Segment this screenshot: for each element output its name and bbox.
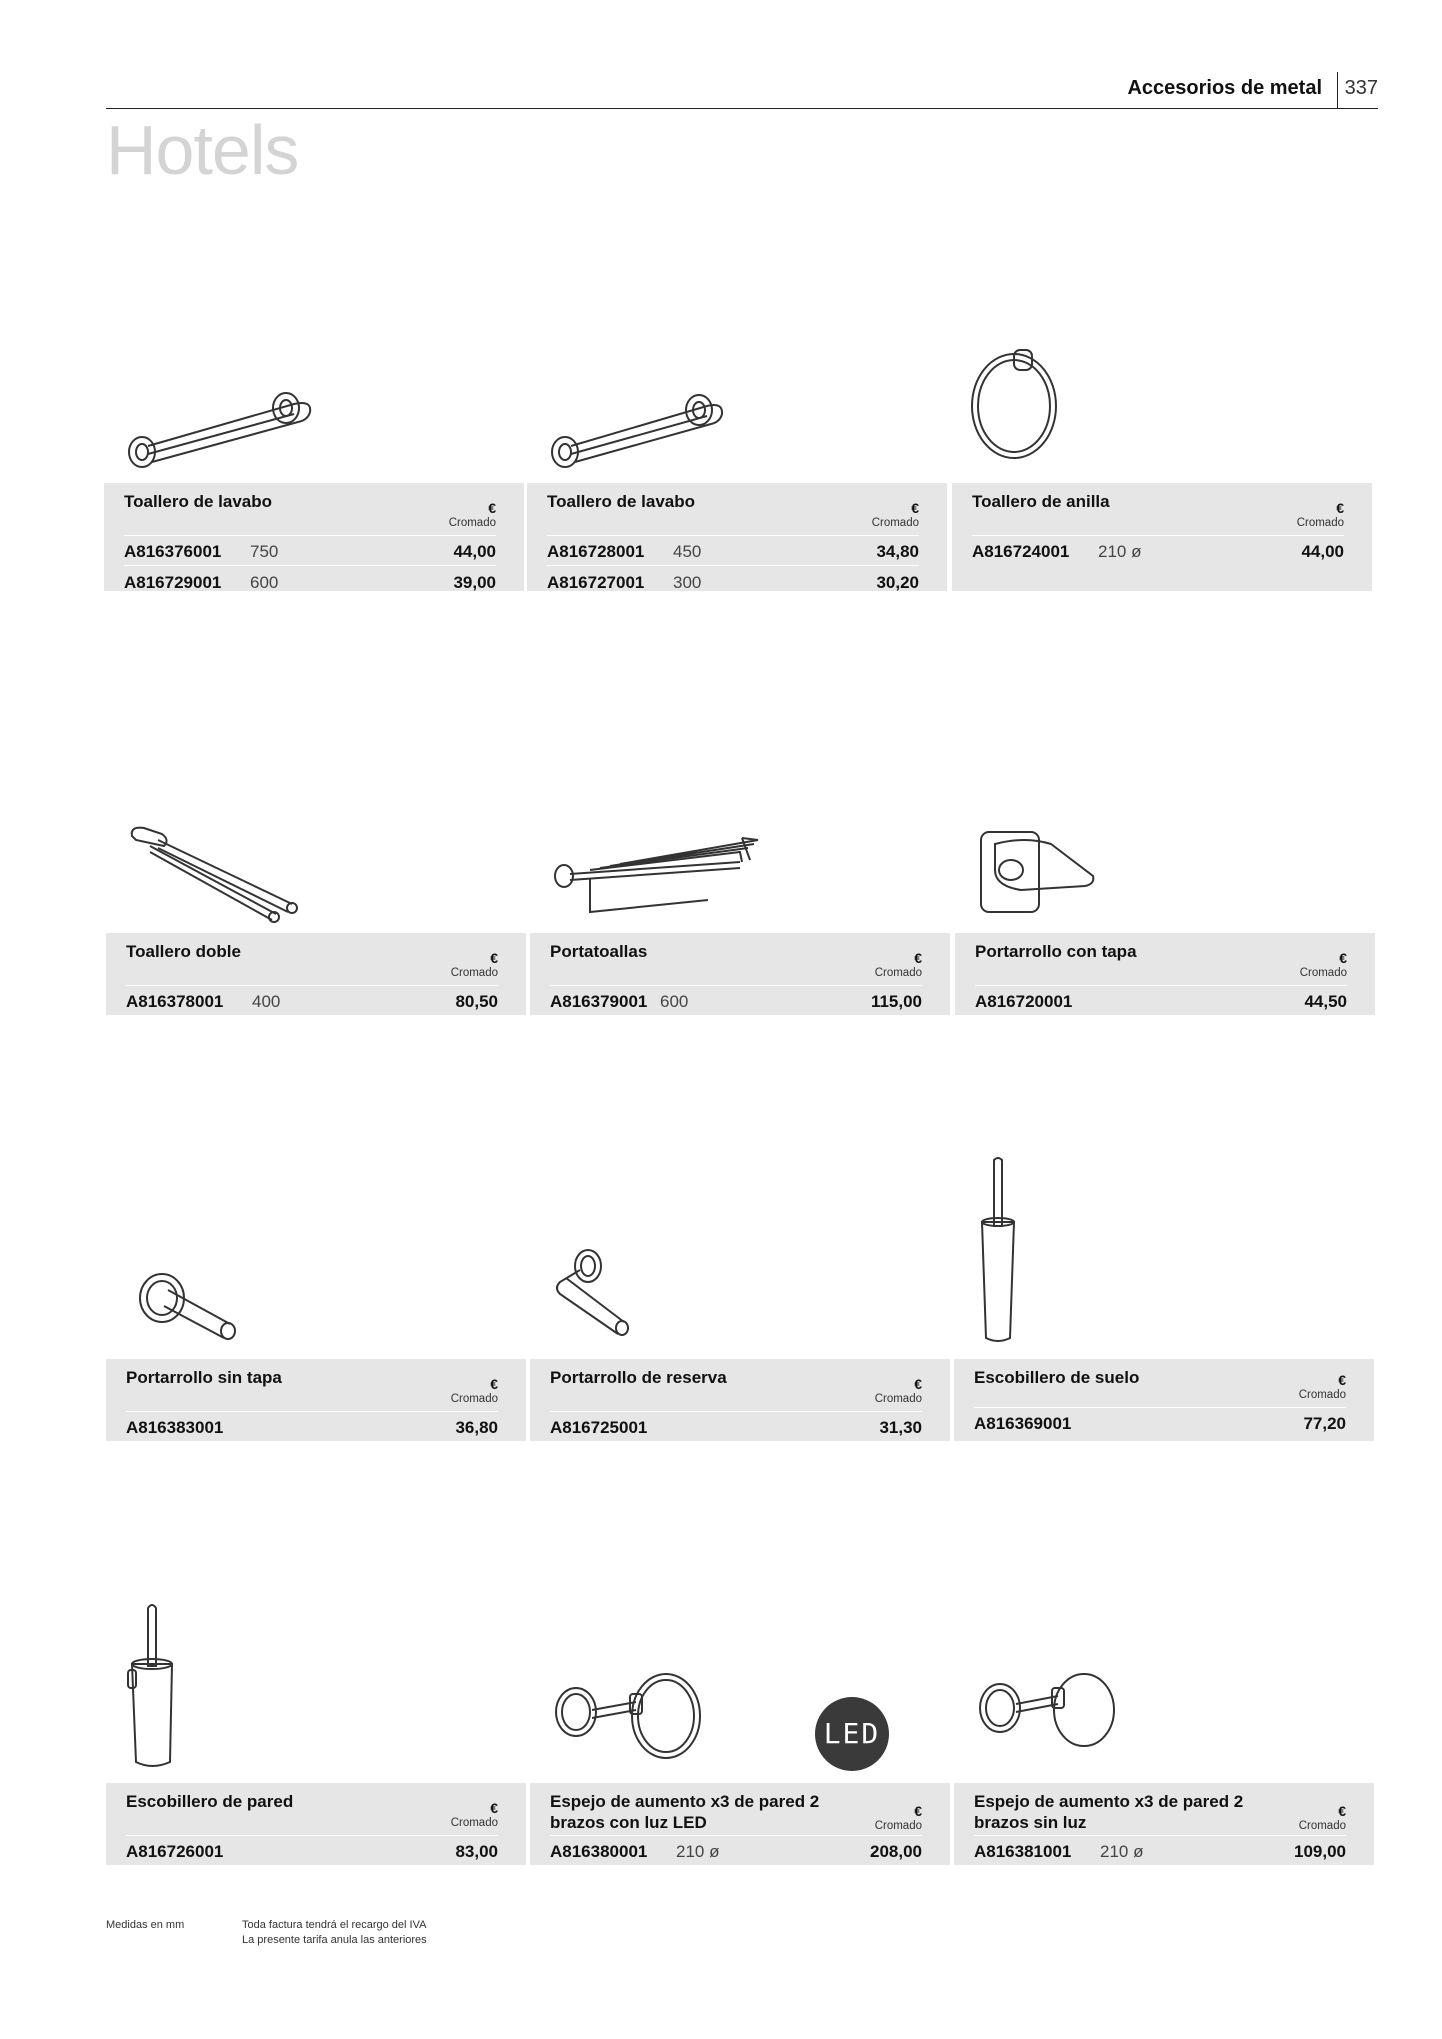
table-row <box>550 1416 922 1440</box>
table-row <box>126 1840 498 1864</box>
product-size: 600 <box>250 573 279 592</box>
finish: Cromado <box>1299 967 1347 979</box>
product-code: A816369001 <box>974 1414 1072 1433</box>
led-badge-icon <box>815 1697 889 1771</box>
product-name: Portarrollo sin tapa <box>126 1368 282 1387</box>
divider <box>550 1411 922 1412</box>
product-name: Toallero de anilla <box>972 492 1110 511</box>
product-price: 77,20 <box>1303 1414 1346 1433</box>
finish: Cromado <box>450 967 498 979</box>
price-card <box>952 483 1372 591</box>
product-code: A816376001 <box>124 542 222 561</box>
wall-brush-icon <box>106 1590 526 1780</box>
divider <box>124 565 496 566</box>
section-title: Accesorios de metal <box>1127 77 1322 99</box>
brand-title: Hotels <box>106 111 299 189</box>
price-card <box>530 933 950 1015</box>
product-name: Escobillero de suelo <box>974 1368 1140 1387</box>
currency: € <box>490 950 498 966</box>
finish: Cromado <box>874 1393 922 1405</box>
product-size: 600 <box>660 992 689 1011</box>
divider <box>550 985 922 986</box>
finish: Cromado <box>450 1393 498 1405</box>
footer-note: La presente tarifa anula las anteriores <box>242 1934 427 1946</box>
table-row <box>550 1840 922 1864</box>
product-size: 210 ø <box>1098 542 1142 561</box>
product-price: 30,20 <box>876 573 919 592</box>
divider <box>972 535 1344 536</box>
product-price: 31,30 <box>879 1418 922 1437</box>
table-row <box>550 990 922 1014</box>
price-card <box>106 1783 526 1865</box>
price-card <box>530 1783 950 1865</box>
roll-holder-icon <box>106 1166 526 1356</box>
table-row <box>126 990 498 1014</box>
product-size: 210 ø <box>676 1842 720 1861</box>
product-code: A816379001 <box>550 992 648 1011</box>
product-price: 208,00 <box>870 1842 922 1861</box>
led-mirror-icon <box>530 1590 950 1780</box>
table-row <box>547 540 919 564</box>
currency: € <box>911 500 919 516</box>
finish: Cromado <box>1298 1389 1346 1401</box>
product-code: A816726001 <box>126 1842 224 1861</box>
finish: Cromado <box>874 1820 922 1832</box>
towel-ring-icon <box>952 290 1372 480</box>
price-card <box>530 1359 950 1441</box>
header-divider <box>1337 72 1339 108</box>
divider <box>547 535 919 536</box>
table-row <box>975 990 1347 1014</box>
product-name: Toallero de lavabo <box>547 492 696 511</box>
finish: Cromado <box>448 517 496 529</box>
price-card <box>527 483 947 591</box>
towel-bar-icon <box>104 290 524 480</box>
product-code: A816381001 <box>974 1842 1072 1861</box>
product-price: 115,00 <box>870 992 922 1011</box>
floor-brush-icon <box>954 1166 1374 1356</box>
table-row <box>974 1840 1346 1864</box>
table-row <box>126 1416 498 1440</box>
footer-note: Toda factura tendrá el recargo del IVA <box>242 1919 427 1931</box>
towel-shelf-icon <box>530 740 950 930</box>
currency: € <box>1338 1803 1346 1819</box>
towel-bar-icon <box>527 290 947 480</box>
currency: € <box>1336 500 1344 516</box>
divider <box>126 985 498 986</box>
product-name: Toallero doble <box>126 942 241 961</box>
divider <box>547 565 919 566</box>
product-name: Portarrollo con tapa <box>975 942 1137 961</box>
led-badge-label: LED <box>823 1717 881 1750</box>
product-price: 39,00 <box>453 573 496 592</box>
product-size: 300 <box>673 573 702 592</box>
product-price: 44,50 <box>1304 992 1347 1011</box>
divider <box>126 1411 498 1412</box>
currency: € <box>914 1803 922 1819</box>
currency: € <box>490 1800 498 1816</box>
product-price: 36,80 <box>455 1418 498 1437</box>
table-row <box>124 540 496 564</box>
product-price: 83,00 <box>455 1842 498 1861</box>
product-code: A816383001 <box>126 1418 224 1437</box>
page-header <box>106 72 1378 109</box>
product-size: 400 <box>252 992 281 1011</box>
product-size: 450 <box>673 542 702 561</box>
product-code: A816724001 <box>972 542 1070 561</box>
finish: Cromado <box>1298 1820 1346 1832</box>
finish: Cromado <box>871 517 919 529</box>
roll-holder-cover-icon <box>955 740 1375 930</box>
product-code: A816380001 <box>550 1842 648 1861</box>
product-size: 210 ø <box>1100 1842 1144 1861</box>
product-code: A816378001 <box>126 992 224 1011</box>
product-code: A816727001 <box>547 573 645 592</box>
table-row <box>124 571 496 595</box>
price-card <box>104 483 524 591</box>
product-name: Toallero de lavabo <box>124 492 273 511</box>
price-card <box>954 1359 1374 1441</box>
product-code: A816729001 <box>124 573 222 592</box>
divider <box>124 535 496 536</box>
double-towel-bar-icon <box>106 740 526 930</box>
currency: € <box>490 1376 498 1392</box>
finish: Cromado <box>450 1817 498 1829</box>
table-row <box>972 540 1344 564</box>
product-name: Escobillero de pared <box>126 1792 294 1811</box>
product-code: A816728001 <box>547 542 645 561</box>
product-price: 109,00 <box>1294 1842 1346 1861</box>
divider <box>974 1835 1346 1836</box>
price-card <box>954 1783 1374 1865</box>
product-name: Portarrollo de reserva <box>550 1368 727 1387</box>
price-card <box>106 1359 526 1441</box>
price-card <box>106 933 526 1015</box>
currency: € <box>1338 1372 1346 1388</box>
finish: Cromado <box>1296 517 1344 529</box>
product-name: Espejo de aumento x3 de pared 2 brazos sin luz <box>974 1792 1244 1832</box>
page-number: 337 <box>1344 77 1378 99</box>
footer-notes <box>242 1918 427 1948</box>
product-price: 44,00 <box>1301 542 1344 561</box>
product-code: A816725001 <box>550 1418 648 1437</box>
divider <box>974 1407 1346 1408</box>
product-name: Portatoallas <box>550 942 648 961</box>
divider <box>550 1835 922 1836</box>
footer-units: Medidas en mm <box>106 1919 185 1931</box>
table-row <box>974 1412 1346 1436</box>
product-code: A816720001 <box>975 992 1073 1011</box>
product-name: Espejo de aumento x3 de pared 2 brazos con luz LED <box>550 1792 820 1832</box>
product-price: 34,80 <box>876 542 919 561</box>
finish: Cromado <box>874 967 922 979</box>
price-card <box>955 933 1375 1015</box>
product-price: 44,00 <box>453 542 496 561</box>
divider <box>975 985 1347 986</box>
divider <box>126 1835 498 1836</box>
currency: € <box>914 1376 922 1392</box>
currency: € <box>914 950 922 966</box>
currency: € <box>1339 950 1347 966</box>
currency: € <box>488 500 496 516</box>
product-price: 80,50 <box>455 992 498 1011</box>
table-row <box>547 571 919 595</box>
product-size: 750 <box>250 542 279 561</box>
mirror-icon <box>954 1590 1374 1780</box>
spare-roll-holder-icon <box>530 1166 950 1356</box>
